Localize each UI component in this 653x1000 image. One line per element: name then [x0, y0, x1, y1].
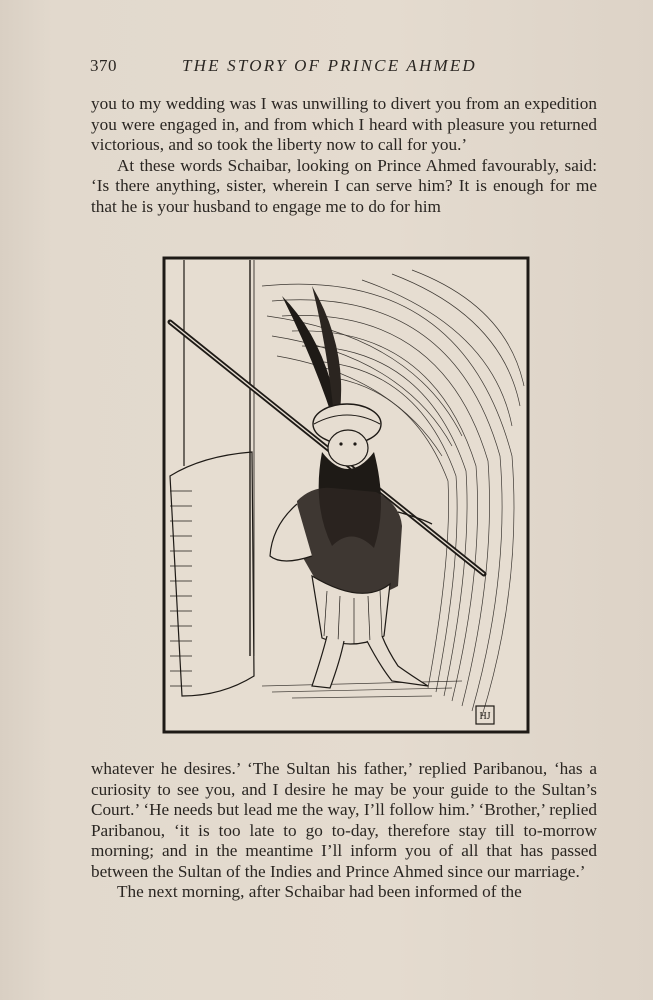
- paragraph: you to my wedding was I was unwilling to divert you from an expedition you were engaged in, and from which I heard with pleasure you returned victorious, and so took the liberty now to call for you.’: [91, 94, 597, 154]
- page-number: 370: [90, 56, 117, 75]
- monogram-text: HJ: [479, 711, 491, 722]
- body-text-bottom: [91, 759, 597, 903]
- paragraph: At these words Schaibar, looking on Prince Ahmed favourably, said: ‘Is there anything, sister, wherein I can serve him? It is enough for me that he is your husband to engage me to do for him: [91, 155, 597, 216]
- illustration-drawing: [162, 256, 530, 734]
- body-text-top: [91, 94, 597, 217]
- illustration-schaibar: [162, 256, 530, 734]
- paragraph: whatever he desires.’ ‘The Sultan his father,’ replied Paribanou, ‘has a curiosity to see you, and I desire he may be your guide to the Sultan’s Court.’ ‘He needs but lead me the way, I’ll follow him.’ ‘Brother,’ replied Paribanou, ‘it is too late to go to-day, therefore stay till to-morrow morning; and in the meantime I’ll inform you of all that has passed between the Sultan of the Indies and Prince Ahmed since our marriage.’: [91, 759, 597, 881]
- running-title: THE STORY OF PRINCE AHMED: [182, 56, 477, 75]
- paragraph: The next morning, after Schaibar had been informed of the: [117, 882, 522, 901]
- page-header: [90, 56, 600, 80]
